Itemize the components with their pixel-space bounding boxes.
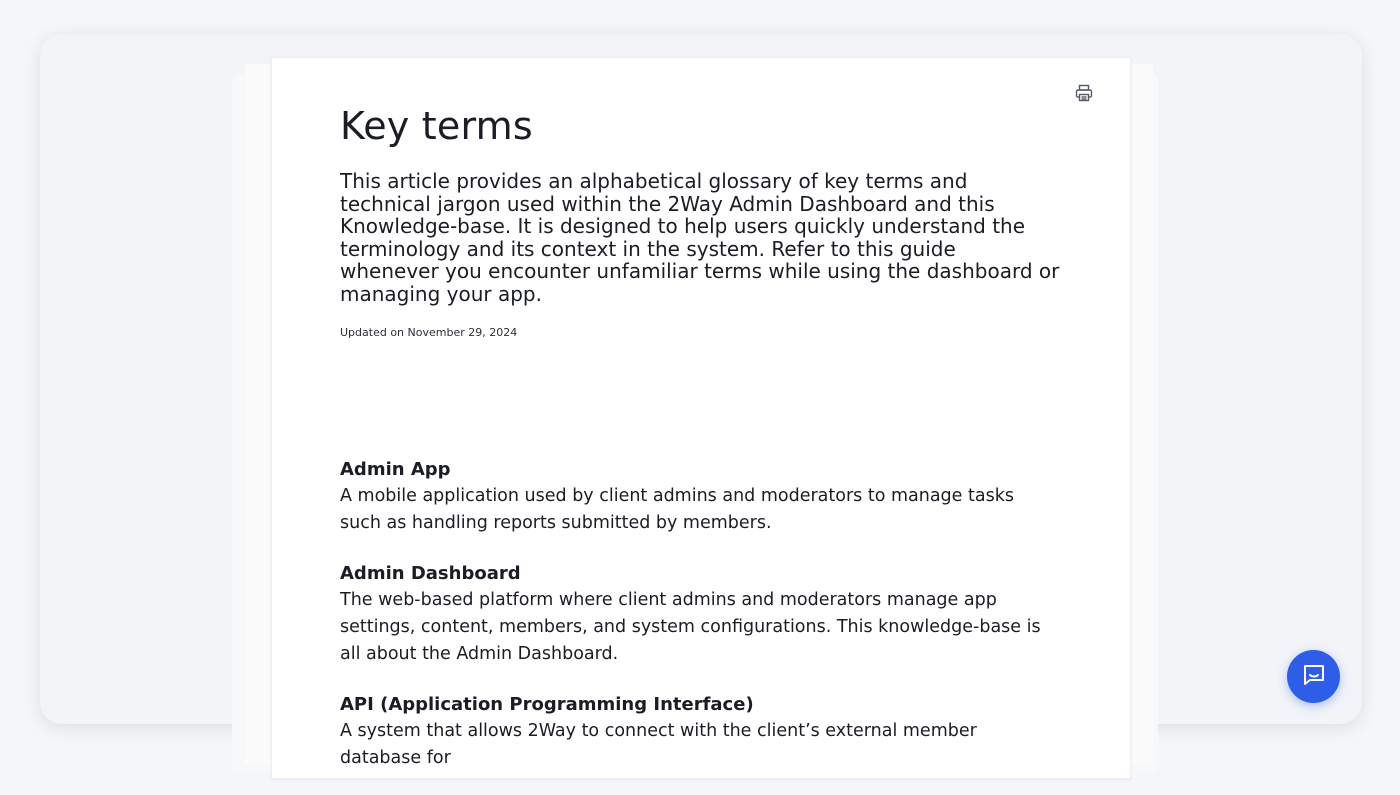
term-name-admin-dashboard: Admin Dashboard — [340, 563, 521, 584]
glossary-term — [340, 456, 1060, 537]
term-definition-admin-dashboard: The web-based platform where client admins and moderators manage app settings, content, members, and system configurations. This knowledge-base is all about the Admin Dashboard. — [340, 590, 1041, 664]
term-definition-admin-app: A mobile application used by client admins and moderators to manage tasks such as handling reports submitted by members. — [340, 486, 1014, 533]
term-definition-api: A system that allows 2Way to connect with the client’s external member database for — [340, 721, 977, 768]
term-name-admin-app: Admin App — [340, 459, 451, 480]
glossary-term — [340, 560, 1060, 668]
article-intro: This article provides an alphabetical glossary of key terms and technical jargon used within the 2Way Admin Dashboard and this Knowledge-base. It is designed to help users quickly understand the terminology and its context in the system. Refer to this guide whenever you encounter unfamiliar terms while using the dashboard or managing your app. — [340, 169, 1060, 306]
term-name-api: API (Application Programming Interface) — [340, 694, 754, 715]
print-icon[interactable] — [1075, 84, 1093, 102]
article-page — [271, 57, 1131, 779]
chat-bubble-icon — [1301, 662, 1327, 692]
chat-button[interactable] — [1287, 650, 1340, 703]
app-frame — [40, 34, 1362, 768]
glossary-list — [340, 456, 1060, 795]
page-title: Key terms — [340, 104, 533, 148]
glossary-term — [340, 691, 1060, 772]
updated-date: Updated on November 29, 2024 — [340, 326, 518, 339]
